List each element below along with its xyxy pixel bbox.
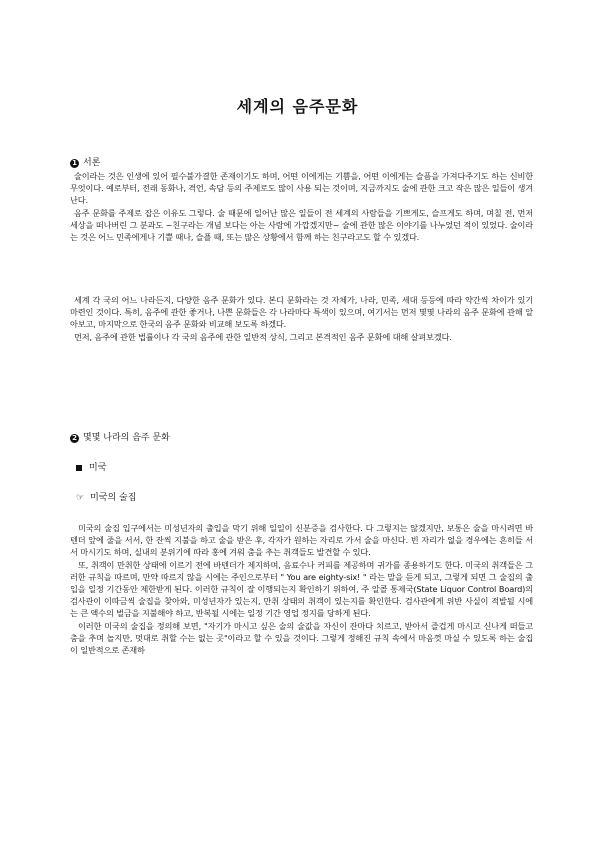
paragraph: 음주 문화를 주제로 잡은 이유도 그렇다. 술 때문에 일어난 많은 일들이 전 세계의 사람들을 기쁘게도, 슬프게도 하며, 며칠 전, 먼저 세상을 떠나버린 그 분과도 ~친구라는 개념 보다는 아는 사람에 가깝겠지만~ 술에 관한 많은 이야기를 나누었던 적이 있었다. 술이라는 것은 어느 민족에게나 기쁠 때나, 슬플 때, 또는 많은 상황에서 함께 하는 친구라고도 할 수 있겠다.: [70, 207, 533, 243]
subsection-heading: [76, 462, 106, 474]
paragraph: 술이라는 것은 인생에 있어 필수불가결한 존재이기도 하며, 어떤 이에게는 기쁨을, 어떤 이에게는 슬픔을 가져다주기도 하는 신비한 무엇이다. 예로부터, 전래 동화나, 격언, 속담 등의 주제로도 많이 사용 되는 것이며, 지금까지도 술에 관한 크고 작은 많은 일들이 생겨난다.: [70, 171, 533, 206]
paragraph: 또, 취객이 만취한 상태에 이르기 전에 바텐더가 제지하며, 음료수나 커피를 제공하며 귀가를 종용하기도 한다. 미국의 취객들은 그러한 규칙을 따르며, 만약 따르지 않을 시에는 주인으로부터 " You are eighty-six! " 라는 말을 듣게 되고, 그렇게 되면 그 술집의 출입을 일정 기간동안 제한받게 된다. 이러한 규칙이 잘 이행되는지 확인하기 위하여, 주 알콜 통제국(State Liquor Control Board)의 검사관이 이따금씩 술집을 찾아와, 미성년자가 있는지, 만취 상태의 취객이 있는지를 확인한다. 검사관에게 위반 사실이 적발될 시에는 큰 액수의 벌금을 지불해야 하고, 반복될 시에는 일정 기간 영업 정지를 당하게 된다.: [70, 559, 533, 619]
section-1-number-badge: 1: [70, 159, 79, 168]
square-bullet-icon: [76, 465, 82, 471]
section-1-body: [70, 170, 533, 243]
paragraph: 먼저, 음주에 관한 법률이나 각 국의 음주에 관한 일반적 상식, 그리고 본격적인 음주 문화에 대해 살펴보겠다.: [74, 331, 452, 342]
pointing-hand-icon: ☞: [76, 493, 85, 503]
section-2-body: [70, 522, 533, 656]
subsection-title: 미국: [89, 463, 107, 473]
section-2-title: 몇몇 나라의 음주 문화: [83, 433, 170, 443]
sub-subsection-heading: [76, 492, 136, 504]
section-1-body-2: [70, 294, 533, 343]
paragraph: 세계 각 국의 어느 나라든지, 다양한 음주 문화가 있다. 본디 문화라는 것 자체가, 나라, 민족, 세대 등등에 따라 약간씩 차이가 있기 마련인 것이다. 특히, 음주에 관한 좋거나, 나쁜 문화들은 각 나라마다 특색이 있으며, 여기서는 먼저 몇몇 나라의 음주 문화에 관해 알아보고, 마지막으로 한국의 음주 문화와 비교해 보도록 하겠다.: [70, 295, 533, 330]
paragraph: 이러한 미국의 술집을 정의해 보면, "자기가 마시고 싶은 술의 술값을 자신이 잔마다 치르고, 받아서 즐겁게 마시고 신나게 떠들고 춤을 추며 놀지만, 멋대로 취할 수는 없는 곳"이라고 할 수 있을 것이다. 그렇게 정해진 규칙 속에서 마음껏 마실 수 있도록 하는 술집이 일반적으로 존재하: [70, 620, 533, 656]
sub-subsection-title: 미국의 술집: [90, 493, 137, 503]
section-1-title: 서론: [83, 158, 101, 168]
section-1-heading: [70, 157, 100, 169]
section-2-number-badge: 2: [70, 434, 79, 443]
document-title: 세계의 음주문화: [236, 97, 359, 116]
section-2-heading: [70, 432, 170, 444]
paragraph: 미국의 술집 입구에서는 미성년자의 출입을 막기 위해 일일이 신분증을 검사한다. 다 그렇지는 않겠지만, 보통은 술을 마시려면 바텐더 앞에 줄을 서서, 한 잔씩 지불을 하고 술을 받은 후, 각자가 원하는 자리로 가서 술을 마신다. 빈 자리가 없을 경우에는 흔히들 서서 마시기도 하며, 실내의 분위기에 따라 홍에 겨워 춤을 추는 취객들도 발견할 수 있다.: [70, 523, 533, 558]
